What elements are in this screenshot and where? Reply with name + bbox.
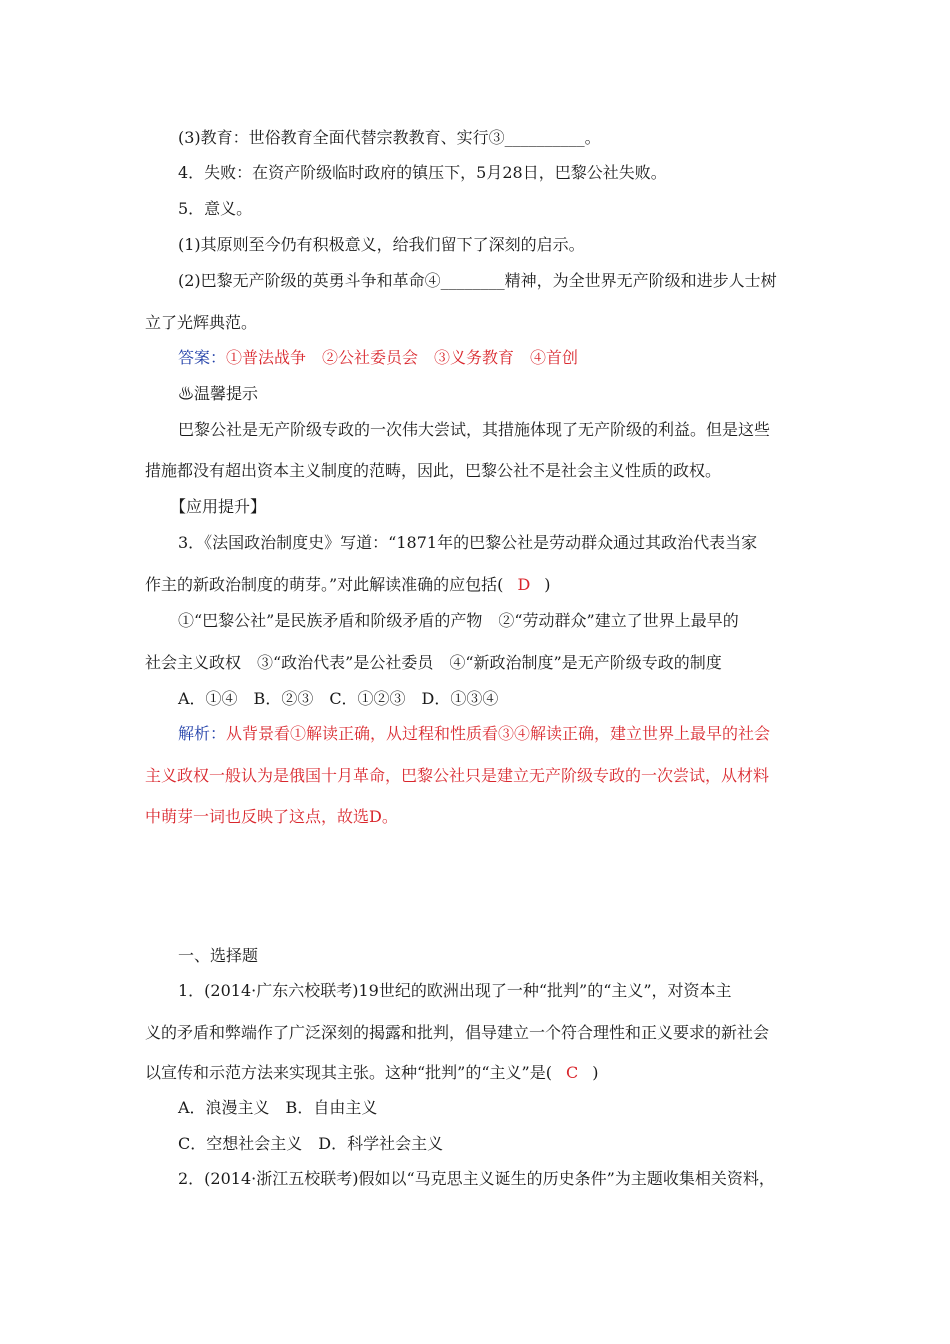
text-line: (2)巴黎无产阶级的英勇斗争和革命④________精神，为全世界无产阶级和进步人士树 xyxy=(178,271,777,290)
analysis-label: 解析： xyxy=(178,724,227,743)
question-answer: C xyxy=(565,1063,579,1082)
analysis-line: 中萌芽一词也反映了这点，故选D。 xyxy=(145,807,398,826)
answer-text: ①普法战争 ②公社委员会 ③义务教育 ④首创 xyxy=(226,348,579,367)
text-line: 社会主义政权 ③“政治代表”是公社委员 ④“新政治制度”是无产阶级专政的制度 xyxy=(145,653,722,672)
options-line: C．空想社会主义 D．科学社会主义 xyxy=(178,1134,444,1153)
tip-heading: ♨温馨提示 xyxy=(178,384,259,403)
question-line: 作主的新政治制度的萌芽。”对此解读准确的应包括( D ) xyxy=(145,575,551,594)
answer-label: 答案： xyxy=(178,348,227,367)
section-heading: 一、选择题 xyxy=(178,946,259,965)
section-heading: 【应用提升】 xyxy=(170,497,267,516)
text-line: 5．意义。 xyxy=(178,199,253,218)
text-line: ①“巴黎公社”是民族矛盾和阶级矛盾的产物 ②“劳动群众”建立了世界上最早的 xyxy=(178,611,739,630)
text-line: 巴黎公社是无产阶级专政的一次伟大尝试，其措施体现了无产阶级的利益。但是这些 xyxy=(178,420,771,439)
text-line: 立了光辉典范。 xyxy=(145,313,258,332)
question-line: 3．《法国政治制度史》写道：“1871年的巴黎公社是劳动群众通过其政治代表当家 xyxy=(178,533,758,552)
question-line: 义的矛盾和弊端作了广泛深刻的揭露和批判，倡导建立一个符合理性和正义要求的新社会 xyxy=(145,1023,770,1042)
analysis-line xyxy=(178,723,770,745)
answer-line xyxy=(178,347,578,369)
options-line: A．浪漫主义 B．自由主义 xyxy=(178,1098,378,1117)
analysis-line: 主义政权一般认为是俄国十月革命，巴黎公社只是建立无产阶级专政的一次尝试，从材料 xyxy=(145,766,770,785)
text-line: 措施都没有超出资本主义制度的范畴，因此，巴黎公社不是社会主义性质的政权。 xyxy=(145,461,722,480)
text-line: (3)教育：世俗教育全面代替宗教教育、实行③__________。 xyxy=(178,128,601,147)
text-line: 4．失败：在资产阶级临时政府的镇压下，5月28日，巴黎公社失败。 xyxy=(178,163,667,182)
options-line: A．①④ B．②③ C．①②③ D．①③④ xyxy=(178,689,499,708)
text-line: (1)其原则至今仍有积极意义，给我们留下了深刻的启示。 xyxy=(178,235,585,254)
question-line: 以宣传和示范方法来实现其主张。这种“批判”的“主义”是( C ) xyxy=(145,1063,599,1082)
analysis-text: 从背景看①解读正确，从过程和性质看③④解读正确，建立世界上最早的社会 xyxy=(226,724,771,743)
question-line: 1．(2014·广东六校联考)19世纪的欧洲出现了一种“批判”的“主义”，对资本主 xyxy=(178,981,732,1000)
question-line: 2．(2014·浙江五校联考)假如以“马克思主义诞生的历史条件”为主题收集相关资料， xyxy=(178,1169,775,1188)
question-answer: D xyxy=(517,575,531,594)
